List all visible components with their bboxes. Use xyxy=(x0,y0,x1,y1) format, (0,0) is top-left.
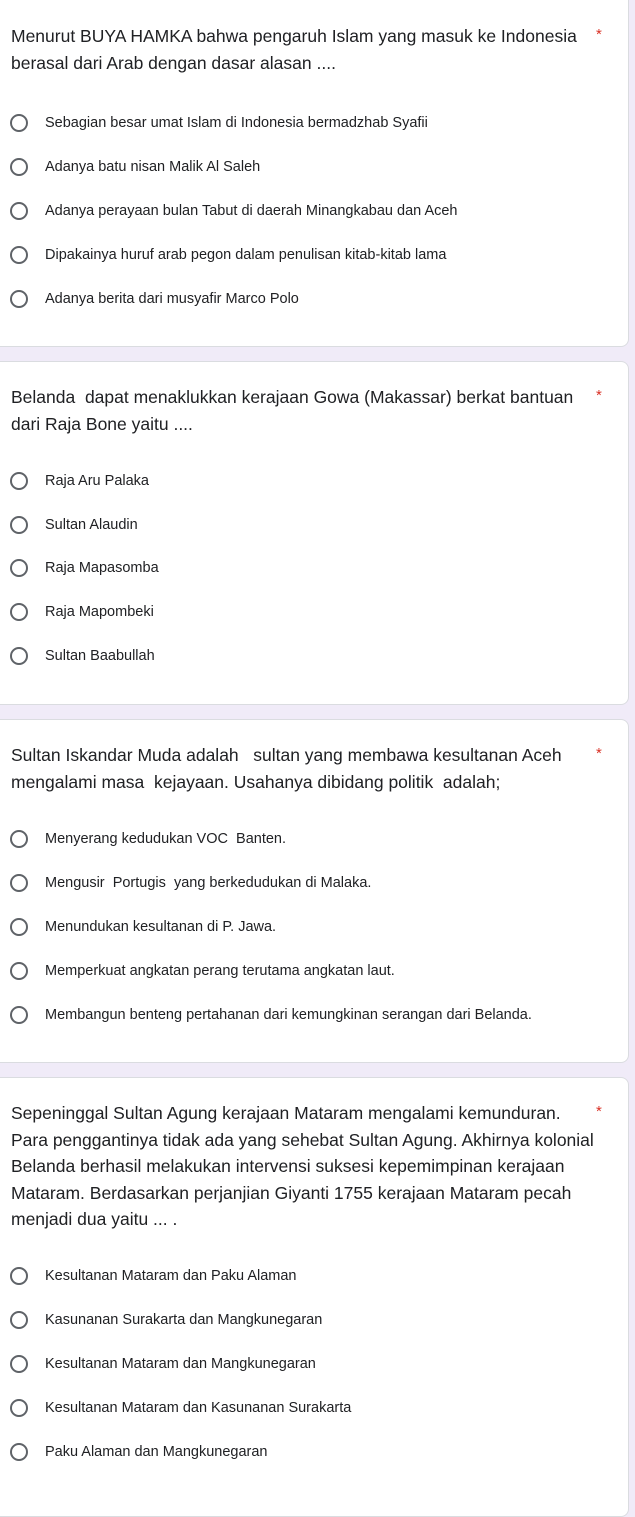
radio-circle-icon[interactable] xyxy=(10,559,28,577)
question-card-4 xyxy=(0,1077,629,1517)
radio-circle-icon[interactable] xyxy=(10,1006,28,1024)
option-radio-5[interactable] xyxy=(10,287,299,311)
option-label: Adanya perayaan bulan Tabut di daerah Minangkabau dan Aceh xyxy=(45,203,458,219)
radio-circle-icon[interactable] xyxy=(10,647,28,665)
option-radio-1[interactable] xyxy=(10,827,286,851)
radio-circle-icon[interactable] xyxy=(10,472,28,490)
required-asterisk: * xyxy=(596,387,602,404)
radio-circle-icon[interactable] xyxy=(10,1399,28,1417)
radio-circle-icon[interactable] xyxy=(10,918,28,936)
radio-circle-icon[interactable] xyxy=(10,874,28,892)
radio-circle-icon[interactable] xyxy=(10,962,28,980)
option-label: Kasunanan Surakarta dan Mangkunegaran xyxy=(45,1312,323,1328)
option-label: Memperkuat angkatan perang terutama angkatan laut. xyxy=(45,963,395,979)
option-label: Sebagian besar umat Islam di Indonesia bermadzhab Syafii xyxy=(45,115,428,131)
radio-circle-icon[interactable] xyxy=(10,246,28,264)
option-radio-1[interactable] xyxy=(10,469,149,493)
question-title: Belanda dapat menaklukkan kerajaan Gowa (Makassar) berkat bantuan dari Raja Bone yaitu .... xyxy=(11,387,579,434)
radio-circle-icon[interactable] xyxy=(10,1443,28,1461)
option-label: Kesultanan Mataram dan Mangkunegaran xyxy=(45,1356,316,1372)
radio-circle-icon[interactable] xyxy=(10,603,28,621)
question-card-2 xyxy=(0,361,629,705)
option-radio-4[interactable] xyxy=(10,1396,351,1420)
option-radio-5[interactable] xyxy=(10,1003,532,1027)
option-label: Adanya berita dari musyafir Marco Polo xyxy=(45,291,299,307)
radio-circle-icon[interactable] xyxy=(10,830,28,848)
option-radio-3[interactable] xyxy=(10,556,159,580)
option-label: Mengusir Portugis yang berkedudukan di Malaka. xyxy=(45,875,372,891)
radio-circle-icon[interactable] xyxy=(10,1267,28,1285)
option-label: Menyerang kedudukan VOC Banten. xyxy=(45,831,287,847)
option-radio-3[interactable] xyxy=(10,915,276,939)
radio-circle-icon[interactable] xyxy=(10,516,28,534)
option-label: Sultan Baabullah xyxy=(45,648,155,664)
option-radio-3[interactable] xyxy=(10,199,458,223)
option-label: Kesultanan Mataram dan Kasunanan Surakarta xyxy=(45,1400,352,1416)
question-title: Sultan Iskandar Muda adalah sultan yang membawa kesultanan Aceh mengalami masa kejayaan. Usahanya dibidang politik adalah; xyxy=(11,745,567,792)
required-asterisk: * xyxy=(596,1103,602,1120)
question-card-1 xyxy=(0,0,629,347)
radio-circle-icon[interactable] xyxy=(10,202,28,220)
radio-circle-icon[interactable] xyxy=(10,290,28,308)
radio-circle-icon[interactable] xyxy=(10,114,28,132)
option-radio-3[interactable] xyxy=(10,1352,316,1376)
option-label: Menundukan kesultanan di P. Jawa. xyxy=(45,919,277,935)
option-label: Membangun benteng pertahanan dari kemungkinan serangan dari Belanda. xyxy=(45,1007,532,1023)
option-radio-5[interactable] xyxy=(10,1440,268,1464)
option-radio-1[interactable] xyxy=(10,1264,296,1288)
option-label: Kesultanan Mataram dan Paku Alaman xyxy=(45,1268,297,1284)
question-title: Menurut BUYA HAMKA bahwa pengaruh Islam yang masuk ke Indonesia berasal dari Arab dengan dasar alasan .... xyxy=(11,26,582,73)
option-radio-1[interactable] xyxy=(10,111,428,135)
option-label: Adanya batu nisan Malik Al Saleh xyxy=(45,159,261,175)
option-label: Sultan Alaudin xyxy=(45,517,138,533)
question-title: Sepeninggal Sultan Agung kerajaan Mataram mengalami kemunduran. Para penggantinya tidak ada yang sehebat Sultan Agung. Akhirnya kolonial Belanda berhasil melakukan intervensi suksesi kepemimpinan kerajaan Mataram. Berdasarkan perjanjian Giyanti 1755 kerajaan Mataram pecah menjadi dua yaitu ... . xyxy=(11,1103,599,1229)
option-radio-4[interactable] xyxy=(10,959,395,983)
option-radio-2[interactable] xyxy=(10,513,138,537)
option-radio-4[interactable] xyxy=(10,600,154,624)
option-radio-2[interactable] xyxy=(10,871,371,895)
option-label: Raja Mapasomba xyxy=(45,560,159,576)
radio-circle-icon[interactable] xyxy=(10,1311,28,1329)
option-label: Raja Aru Palaka xyxy=(45,473,149,489)
radio-circle-icon[interactable] xyxy=(10,1355,28,1373)
required-asterisk: * xyxy=(596,26,602,43)
option-radio-4[interactable] xyxy=(10,243,446,267)
option-radio-2[interactable] xyxy=(10,1308,322,1332)
required-asterisk: * xyxy=(596,745,602,762)
option-label: Dipakainya huruf arab pegon dalam penulisan kitab-kitab lama xyxy=(45,247,447,263)
option-radio-5[interactable] xyxy=(10,644,155,668)
radio-circle-icon[interactable] xyxy=(10,158,28,176)
question-card-3 xyxy=(0,719,629,1063)
option-label: Raja Mapombeki xyxy=(45,604,154,620)
option-radio-2[interactable] xyxy=(10,155,260,179)
option-label: Paku Alaman dan Mangkunegaran xyxy=(45,1444,268,1460)
